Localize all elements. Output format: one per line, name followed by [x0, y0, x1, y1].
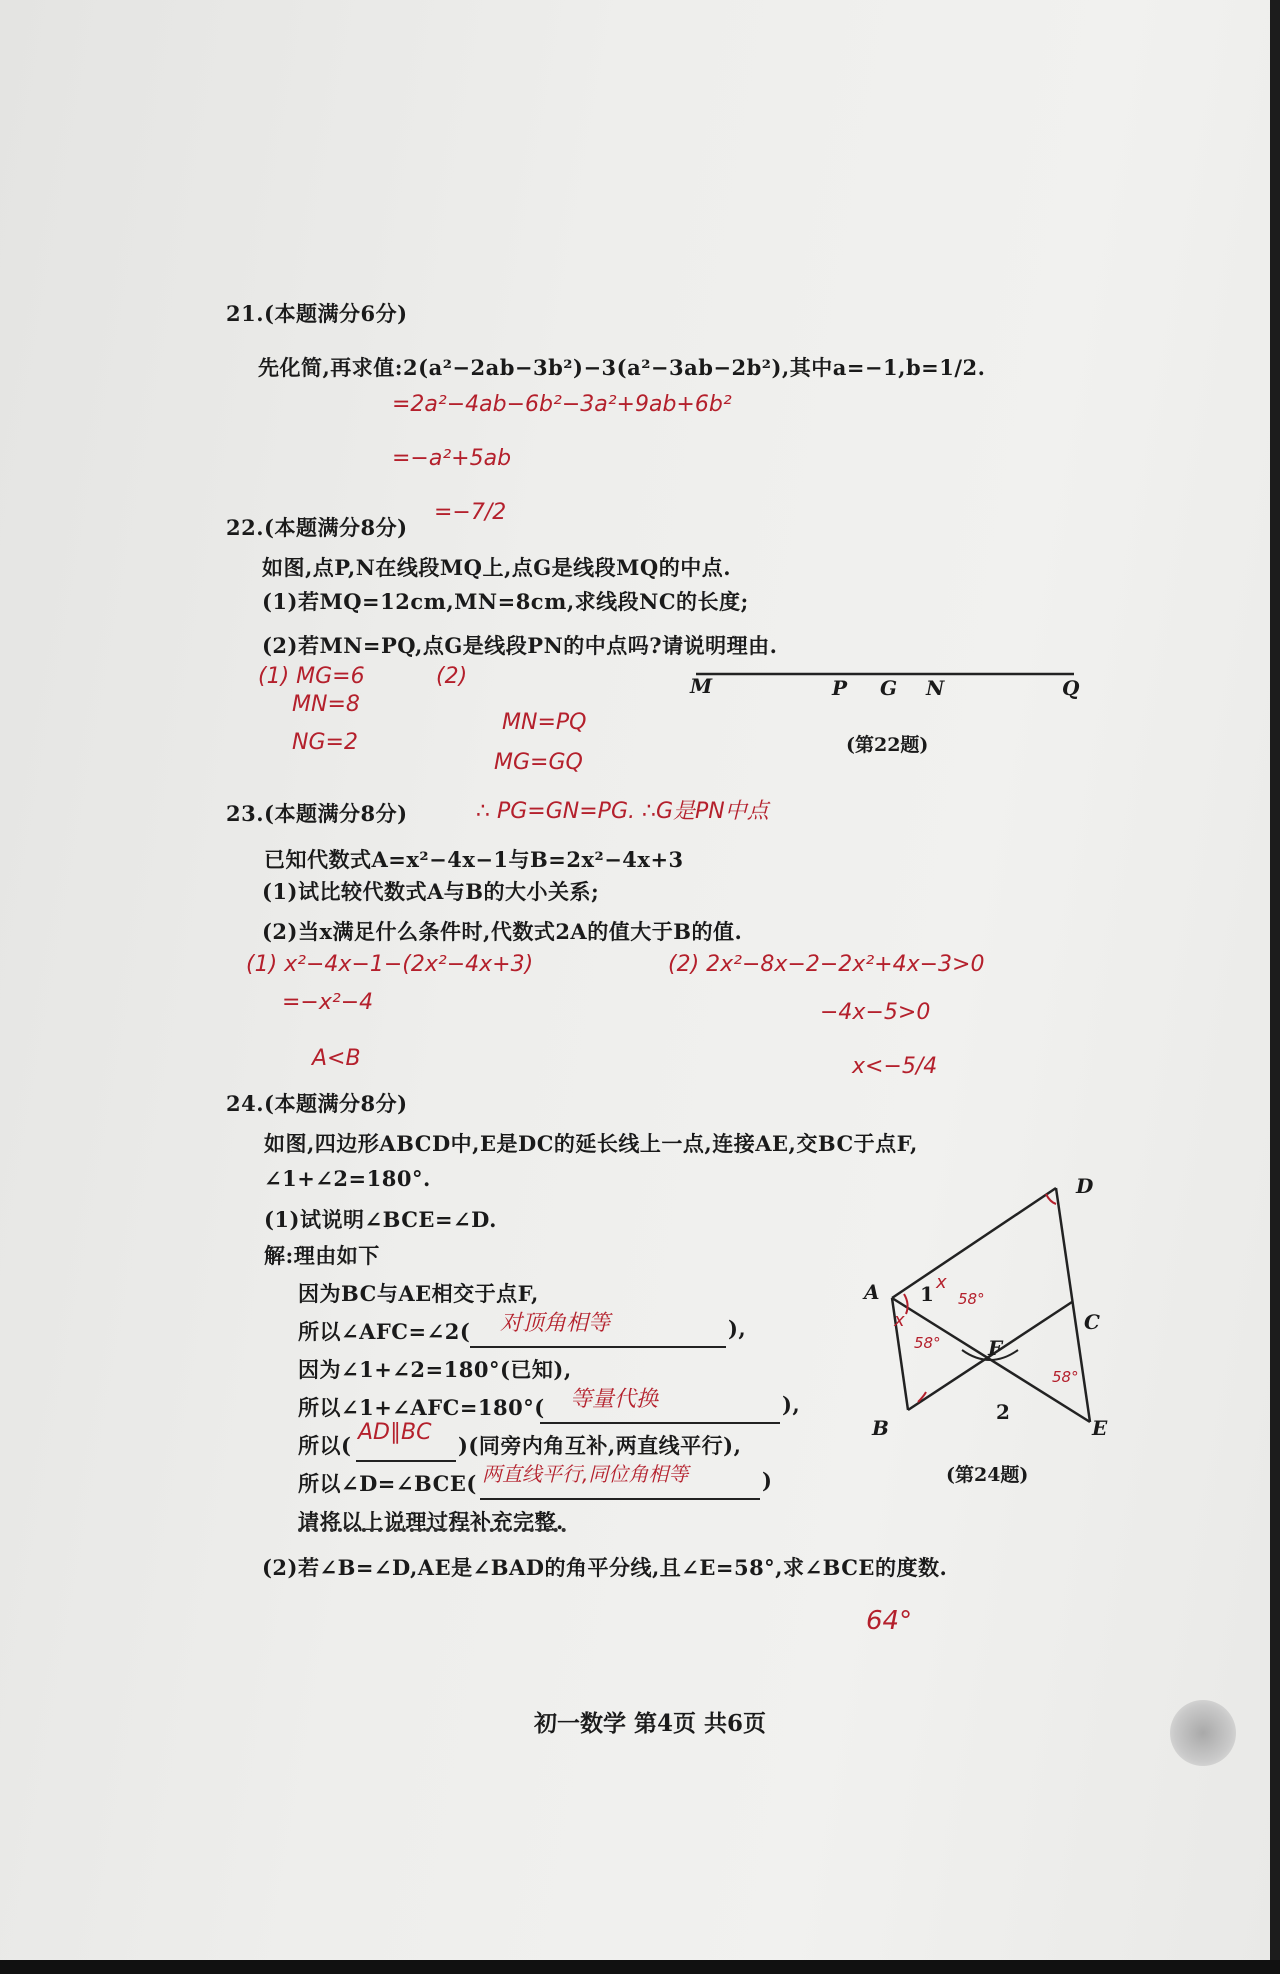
q21-answer-line-2: =−a²+5ab	[392, 446, 512, 471]
q24-blank-1[interactable]	[470, 1346, 726, 1348]
q23-part2: (2)当x满足什么条件时,代数式2A的值大于B的值.	[262, 919, 743, 944]
q24-step-2-start: 所以∠AFC=∠2(	[298, 1319, 471, 1344]
angle-2-label: 2	[996, 1400, 1010, 1424]
q24-figure-caption: (第24题)	[946, 1464, 1029, 1486]
q24-header: 24.(本题满分8分)	[226, 1091, 408, 1116]
q24-fill-in-2: 等量代换	[570, 1387, 659, 1412]
q24-step-6-start: 所以∠D=∠BCE(	[298, 1471, 477, 1496]
segment-de	[1056, 1188, 1090, 1422]
q24-step-2-end: ),	[728, 1316, 747, 1341]
q24-blank-4[interactable]	[480, 1498, 760, 1500]
annotation-x-2: x	[894, 1310, 905, 1331]
q22-answer2-line-2: MG=GQ	[494, 750, 583, 775]
point-f-label: F	[988, 1336, 1003, 1360]
q24-instruction: 请将以上说理过程补充完整.	[298, 1509, 564, 1534]
q22-answer2-line-1: MN=PQ	[502, 710, 587, 735]
q22-answer1-line-2: MN=8	[292, 692, 360, 717]
point-p-label: P	[832, 676, 848, 700]
q24-fill-in-4: 两直线平行,同位角相等	[482, 1462, 689, 1486]
q21-header: 21.(本题满分6分)	[226, 301, 408, 326]
q24-step-4-start: 所以∠1+∠AFC=180°(	[298, 1395, 545, 1420]
point-n-label: N	[926, 676, 945, 700]
point-g-label: G	[880, 676, 898, 700]
q21-prompt: 先化简,再求值:2(a²−2ab−3b²)−3(a²−3ab−2b²),其中a=−1,b=1/2.	[258, 355, 986, 380]
annotation-58-2: 58°	[914, 1334, 941, 1352]
q23-answer2-line-3: x<−5/4	[852, 1054, 938, 1079]
point-a-label: A	[864, 1280, 880, 1304]
q23-part1: (1)试比较代数式A与B的大小关系;	[262, 879, 600, 904]
q24-answer2: 64°	[866, 1606, 913, 1636]
q24-step-3: 因为∠1+∠2=180°(已知),	[298, 1357, 572, 1382]
annotation-58-3: 58°	[1052, 1368, 1079, 1386]
q21-answer-line-1: =2a²−4ab−6b²−3a²+9ab+6b²	[392, 392, 732, 417]
q22-answer2-label: (2)	[436, 664, 468, 689]
angle-1-label: 1	[920, 1282, 934, 1306]
q21-answer-line-3: =−7/2	[434, 500, 507, 525]
q24-part1: (1)试说明∠BCE=∠D.	[264, 1207, 497, 1232]
q24-part2: (2)若∠B=∠D,AE是∠BAD的角平分线,且∠E=58°,求∠BCE的度数.	[262, 1555, 948, 1580]
q24-step-4-end: ),	[782, 1392, 801, 1417]
q22-figure-caption: (第22题)	[846, 734, 929, 756]
q24-fill-in-3: AD∥BC	[358, 1420, 432, 1445]
q22-header: 22.(本题满分8分)	[226, 515, 408, 540]
q23-answer2-line-2: −4x−5>0	[820, 1000, 931, 1025]
q23-answer1-line-2: =−x²−4	[282, 990, 374, 1015]
point-d-label: D	[1076, 1174, 1094, 1198]
segment-ad	[892, 1188, 1056, 1298]
point-c-label: C	[1084, 1310, 1100, 1334]
q24-blank-2[interactable]	[540, 1422, 780, 1424]
angle-d-mark	[1046, 1194, 1056, 1204]
point-b-label: B	[872, 1416, 889, 1440]
q22-part1: (1)若MQ=12cm,MN=8cm,求线段NC的长度;	[262, 589, 749, 614]
q23-intro: 已知代数式A=x²−4x−1与B=2x²−4x+3	[264, 847, 684, 872]
q23-answer1-line-3: A<B	[312, 1046, 361, 1071]
q22-answer1-line-3: NG=2	[292, 730, 358, 755]
q24-solution-label: 解:理由如下	[264, 1243, 380, 1268]
q24-intro: 如图,四边形ABCD中,E是DC的延长线上一点,连接AE,交BC于点F,	[264, 1131, 918, 1156]
page-smudge	[1170, 1700, 1236, 1766]
point-m-label: M	[690, 674, 713, 698]
q24-fill-in-1: 对顶角相等	[500, 1311, 611, 1336]
point-q-label: Q	[1062, 676, 1080, 700]
q24-condition: ∠1+∠2=180°.	[264, 1166, 431, 1191]
q24-step-1: 因为BC与AE相交于点F,	[298, 1281, 539, 1306]
q22-answer1-line-1: (1) MG=6	[258, 664, 365, 689]
q22-intro: 如图,点P,N在线段MQ上,点G是线段MQ的中点.	[262, 555, 732, 580]
background-edge	[0, 1960, 1280, 1974]
q24-step-5-start: 所以(	[298, 1433, 352, 1458]
annotation-x-1: x	[936, 1272, 947, 1293]
q23-answer2-line-1: (2) 2x²−8x−2−2x²+4x−3>0	[668, 952, 985, 977]
q23-answer1-line-1: (1) x²−4x−1−(2x²−4x+3)	[246, 952, 534, 977]
q23-header: 23.(本题满分8分)	[226, 801, 408, 826]
q22-part2: (2)若MN=PQ,点G是线段PN的中点吗?请说明理由.	[262, 633, 778, 658]
q24-step-6-end: )	[762, 1468, 773, 1493]
q24-step-5-end: )(同旁内角互补,两直线平行),	[458, 1433, 742, 1458]
point-e-label: E	[1092, 1416, 1108, 1440]
page-footer: 初一数学 第4页 共6页	[534, 1710, 767, 1737]
q24-blank-3[interactable]	[356, 1460, 456, 1462]
emphasis-dots	[298, 1528, 566, 1532]
q22-answer-conclusion: ∴ PG=GN=PG. ∴G是PN中点	[476, 799, 769, 824]
annotation-58-1: 58°	[958, 1290, 985, 1308]
